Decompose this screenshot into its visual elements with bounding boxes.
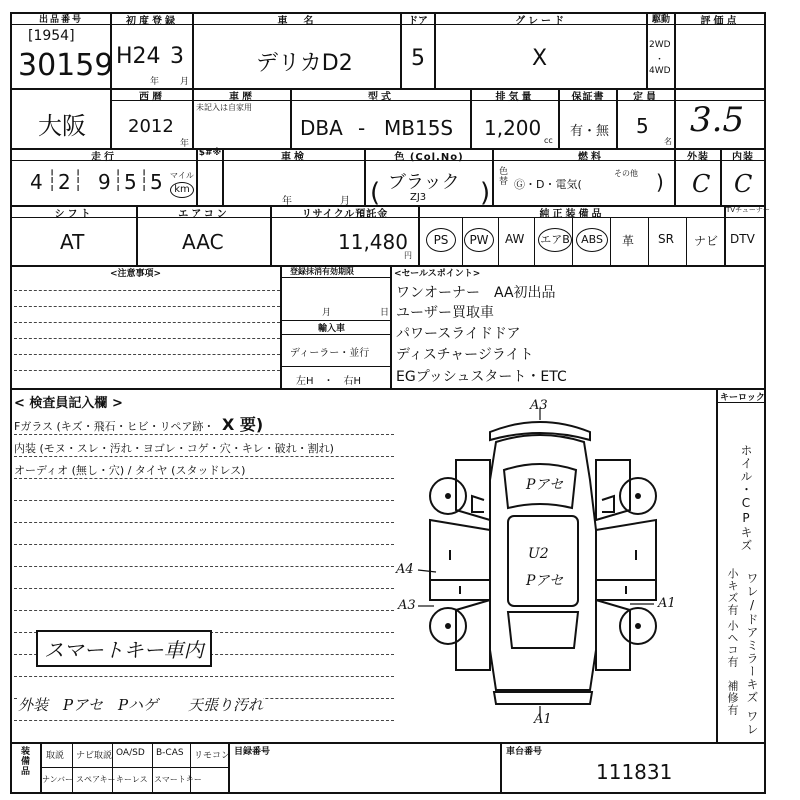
inspection-line — [14, 676, 394, 677]
inspection-month-unit: 月 — [340, 196, 350, 207]
shift-label: シフト — [54, 209, 94, 220]
item-number-label: 目録番号 — [234, 747, 271, 757]
inspection-line — [14, 522, 394, 523]
registration-day: 日 — [380, 308, 390, 318]
equip-abs: ABS — [576, 228, 608, 252]
equip-navi: ナビ — [694, 234, 719, 248]
model-prefix: DBA — [300, 116, 343, 140]
mileage-sep: ┆ — [112, 168, 125, 192]
displacement-value: 1,200 — [484, 116, 542, 140]
recycle-value: 11,480 — [338, 230, 408, 254]
inspection-line — [14, 566, 394, 567]
equip-leather: 革 — [622, 234, 635, 248]
sales-number-label: 出品番号 — [38, 15, 83, 25]
sales-number-sub: [1954] — [28, 28, 75, 44]
right-rear-fender — [596, 600, 630, 670]
inspection-year-unit: 年 — [282, 196, 292, 207]
footer-item: 取説 — [46, 751, 65, 761]
glass-line: Fガラス (キズ・飛石・ヒビ・リペア跡・ — [14, 420, 215, 433]
mileage-digit: 9 — [98, 170, 111, 194]
sales-points-label: <セールスポイント> — [394, 269, 481, 279]
equip-aw: AW — [505, 232, 525, 246]
inspection-line — [14, 434, 394, 435]
left-rear-fender — [456, 600, 490, 670]
footer-item: キーレス — [116, 775, 148, 784]
ac-value: AAC — [182, 230, 224, 254]
front-bumper — [490, 422, 590, 440]
right-small-2: 小ヘコ有 — [726, 620, 739, 668]
first-reg-era: H24 — [116, 44, 161, 69]
fuel-label: 燃料 — [578, 152, 604, 163]
mileage-unit-mile: マイル — [170, 171, 194, 180]
footer-item: OA/SD — [116, 748, 145, 758]
mileage-sep: ┆ — [72, 168, 85, 192]
car-name-label: 車 名 — [277, 16, 317, 27]
fuel-options: Ⓖ・D・電気( — [514, 178, 582, 191]
inspection-line — [14, 500, 394, 501]
diagram-mark-bottom: A1 — [534, 712, 552, 727]
sales-point: ワンオーナー AA初出品 — [396, 285, 556, 301]
car-diagram — [390, 400, 690, 730]
mileage-label: 走行 — [91, 152, 117, 163]
recycle-label: リサイクル預託金 — [301, 209, 389, 220]
sales-point: ディスチャージライト — [396, 347, 534, 363]
drive-2wd: 2WD — [649, 40, 671, 50]
mileage-sep: ┆ — [138, 168, 151, 192]
exterior-note: 外装 Pアセ Pハゲ 天張り汚れ — [18, 696, 264, 714]
inspection-label: 車検 — [281, 152, 307, 163]
model-code: MB15S — [384, 116, 454, 140]
footer-item: B-CAS — [156, 748, 184, 758]
grade-label: グレード — [515, 16, 567, 27]
equip-ps: PS — [426, 228, 456, 252]
int-grade: C — [734, 170, 753, 198]
doors-label: ドア — [408, 16, 428, 27]
color-paren-close: ) — [480, 178, 491, 208]
footer-item: ナンバー — [42, 775, 74, 784]
color-paren-open: ( — [370, 178, 381, 208]
recycle-unit: 円 — [404, 251, 412, 260]
fuel-paren-close: ) — [656, 170, 664, 194]
doors-value: 5 — [411, 46, 425, 71]
year-unit: 年 — [150, 77, 160, 87]
frame-number: 111831 — [596, 760, 673, 784]
color-value: ブラック — [388, 172, 460, 193]
equipment-label: 純正装備品 — [539, 209, 605, 220]
ac-label: エアコン — [178, 209, 230, 220]
shift-value: AT — [60, 230, 85, 254]
footer-equip-label: 装備品 — [19, 746, 29, 776]
equip-sr: SR — [658, 232, 674, 246]
month-unit: 月 — [180, 77, 190, 87]
warranty-label: 保証書 — [571, 92, 605, 103]
tuner-label: TVチューナー — [726, 206, 770, 214]
year-value: 2012 — [128, 116, 174, 137]
drive-4wd: 4WD — [649, 66, 671, 76]
color-code: ZJ3 — [410, 192, 427, 203]
diagram-mark-right: A1 — [658, 596, 676, 611]
sales-point: EGプッシュスタート・ETC — [396, 369, 567, 385]
right-vertical-3: ワレ — [745, 710, 759, 736]
model-dash: - — [358, 116, 366, 140]
rear-window — [508, 612, 578, 648]
capacity-unit: 名 — [664, 137, 672, 146]
left-door-front — [430, 520, 490, 580]
footer-item: リモコン — [194, 751, 231, 761]
footer-item: ナビ取説 — [76, 751, 113, 761]
mileage-digit: 2 — [58, 170, 71, 194]
chassis-label: 車歴 — [229, 92, 255, 103]
int-label: 内装 — [732, 152, 754, 163]
footer-item: スペアキー — [76, 775, 116, 784]
ext-label: 外装 — [687, 152, 709, 163]
chassis-note: 未記入は自家用 — [196, 103, 252, 112]
diagram-mark-roof-front: Pアセ — [526, 477, 564, 493]
inspection-line — [14, 610, 394, 611]
import-label: 輸入車 — [318, 324, 346, 334]
color-label: 色 (Col.No) — [394, 152, 464, 163]
inspection-label: < 検査員記入欄 > — [14, 396, 123, 411]
interior-line: 内装 (モヌ・スレ・汚れ・ヨゴレ・コゲ・穴・キレ・破れ・割れ) — [14, 442, 334, 455]
diagram-mark-left-lower: A3 — [398, 598, 416, 613]
region: 大阪 — [38, 112, 86, 140]
score-label: 評価点 — [700, 16, 740, 27]
right-vertical-1: ホイル・CPキズ — [739, 444, 753, 552]
note-line — [14, 370, 280, 371]
smart-key-box: スマートキー車内 — [36, 630, 212, 667]
diagram-mark-roof-rear: Pアセ — [526, 573, 564, 589]
note-line — [14, 306, 280, 307]
import-type: ディーラー・並行 — [290, 348, 370, 359]
score-value: 3.5 — [690, 100, 745, 140]
right-small-3: 補修有 — [726, 680, 739, 716]
frame-label: 車台番号 — [506, 747, 543, 757]
right-vertical-2: ワレ/ドアミラーキズ — [745, 572, 759, 704]
ext-grade: C — [692, 170, 711, 198]
year-unit-2: 年 — [180, 139, 190, 149]
rear-bumper — [494, 692, 592, 704]
mileage-digit: 5 — [124, 170, 137, 194]
color-swap: 色替 — [497, 166, 507, 186]
fuel-other: その他 — [614, 169, 638, 178]
capacity-value: 5 — [636, 114, 649, 138]
mileage-digit: 5 — [150, 170, 163, 194]
inspection-line — [14, 588, 394, 589]
inspection-line — [14, 478, 394, 479]
left-mirror — [472, 496, 484, 512]
note-line — [14, 338, 280, 339]
equip-pw: PW — [464, 228, 494, 252]
grade-value: X — [532, 46, 548, 71]
warranty-value: 有・無 — [570, 124, 610, 139]
drive-label: 駆動 — [651, 15, 670, 25]
drive-dot: ・ — [655, 55, 665, 65]
displacement-unit: cc — [544, 136, 553, 145]
registration-month: 月 — [322, 308, 332, 318]
caution-label: <注意事項> — [110, 269, 162, 279]
note-line — [14, 354, 280, 355]
inspection-line — [14, 720, 394, 721]
note-line — [14, 290, 280, 291]
diagram-mark-left-upper: A4 — [396, 562, 414, 577]
mileage-sep: ┆ — [46, 168, 59, 192]
mileage-unit-km: km — [170, 182, 194, 198]
first-reg-label: 初度登録 — [126, 16, 178, 27]
inspection-line — [14, 544, 394, 545]
model-label: 型式 — [368, 92, 394, 103]
odometer-swap-label: $#※ — [198, 148, 222, 158]
diagram-mark-top: A3 — [530, 398, 548, 413]
diagram-mark-roof-center: U2 — [528, 546, 549, 562]
note-line — [14, 322, 280, 323]
inspection-line — [14, 456, 394, 457]
audio-line: オーディオ (無し・穴) / タイヤ (スタッドレス) — [14, 464, 246, 477]
right-door-front — [596, 520, 656, 580]
right-mirror — [602, 496, 614, 512]
footer-item: スマートキー — [154, 775, 202, 784]
right-small-1: 小キズ有 — [726, 568, 739, 616]
sales-point: ユーザー買取車 — [396, 305, 494, 321]
key-lock-label: キーロック — [720, 393, 765, 403]
lot-number: 30159 — [18, 48, 114, 83]
glass-mark: X 要) — [222, 415, 264, 434]
equip-airbag: エアB — [538, 228, 572, 252]
displacement-label: 排気量 — [495, 92, 535, 103]
steering: 左H ・ 右H — [296, 376, 362, 387]
year-label: 西暦 — [139, 92, 165, 103]
equip-dtv: DTV — [730, 232, 755, 246]
sales-point: パワースライドドア — [396, 326, 521, 342]
registration-label: 登録抹消有効期限 — [290, 267, 354, 276]
mileage-digit: 4 — [30, 170, 43, 194]
capacity-label: 定員 — [633, 92, 659, 103]
first-reg-month: 3 — [170, 44, 184, 69]
car-name: デリカD2 — [256, 51, 353, 76]
